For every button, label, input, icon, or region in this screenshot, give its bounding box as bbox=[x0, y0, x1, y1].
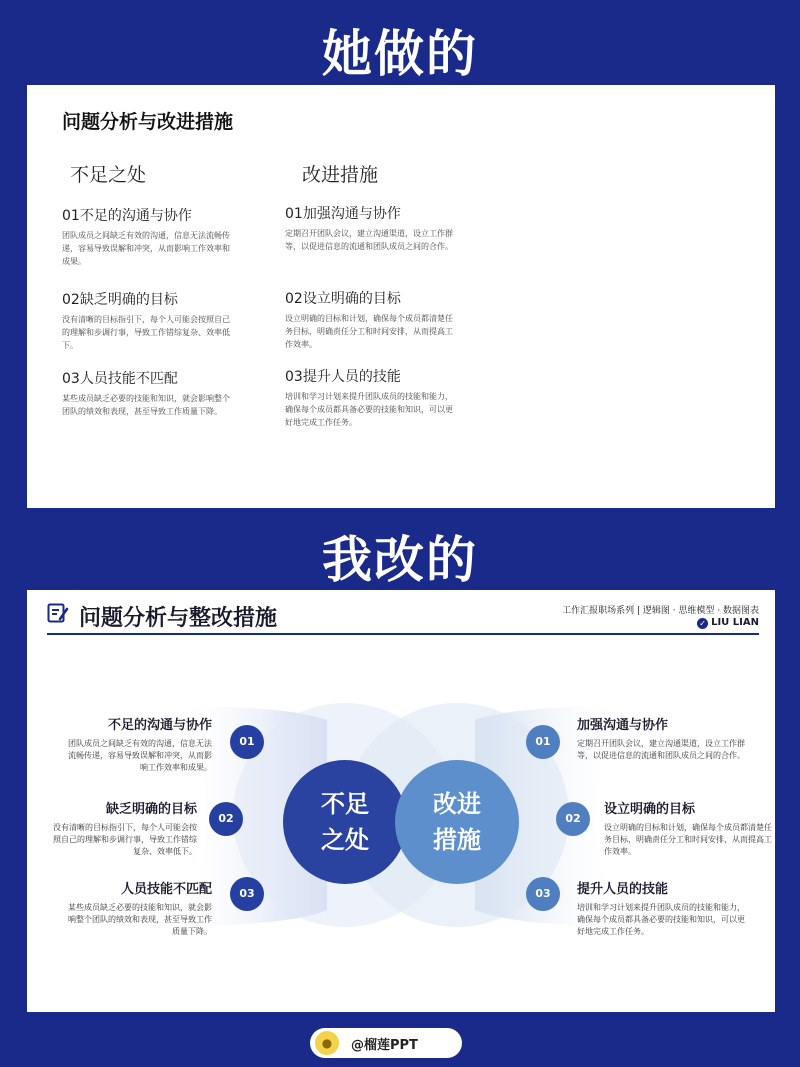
item-title: 不足的沟通与协作 bbox=[107, 718, 212, 733]
slide-title: 问题分析与改进措施 bbox=[62, 111, 234, 133]
author-tag[interactable] bbox=[310, 1028, 462, 1058]
left-item bbox=[62, 368, 237, 418]
number-badge: 03 bbox=[230, 877, 264, 911]
item-desc: 团队成员之间缺乏有效的沟通，信息无法流畅传递，容易导致误解和冲突，从而影响工作效率和成果。 bbox=[68, 739, 212, 772]
item-title: 提升人员的技能 bbox=[577, 882, 669, 897]
item-title: 02缺乏明确的目标 bbox=[62, 292, 178, 308]
center-circle-left bbox=[283, 760, 407, 884]
item-desc: 定期召开团队会议，建立沟通渠道，设立工作群等，以促进信息的流通和团队成员之间的合作。 bbox=[285, 229, 453, 251]
problem-item bbox=[47, 798, 197, 858]
measure-item bbox=[577, 714, 752, 762]
right-item bbox=[285, 203, 460, 253]
number-badge: 01 bbox=[230, 725, 264, 759]
top-heading: 她做的 bbox=[322, 25, 478, 83]
number-badge: 01 bbox=[526, 725, 560, 759]
item-desc: 没有清晰的目标指引下，每个人可能会按照自己的理解和步调行事，导致工作错综复杂、效率低下。 bbox=[62, 315, 230, 350]
item-title: 设立明确的目标 bbox=[604, 802, 696, 817]
header-divider bbox=[47, 633, 759, 635]
left-column-header: 不足之处 bbox=[70, 164, 147, 186]
item-title: 01加强沟通与协作 bbox=[285, 206, 401, 222]
bottom-heading: 我改的 bbox=[322, 531, 478, 589]
brand-label bbox=[697, 617, 759, 629]
measure-item bbox=[604, 798, 775, 858]
revised-slide bbox=[27, 590, 775, 1012]
item-desc: 培训和学习计划来提升团队成员的技能和能力，确保每个成员都具备必要的技能和知识，可以更好地完成工作任务。 bbox=[285, 392, 453, 427]
item-title: 缺乏明确的目标 bbox=[105, 802, 197, 817]
center-right-label: 改进措施 bbox=[433, 790, 481, 854]
check-icon: ✓ bbox=[697, 618, 708, 629]
author-handle: @榴莲PPT bbox=[351, 1037, 418, 1053]
item-desc: 设立明确的目标和计划，确保每个成员都清楚任务目标，明确责任分工和时间安排，从而提高工作效率。 bbox=[285, 314, 453, 349]
item-title: 人员技能不匹配 bbox=[120, 882, 212, 897]
center-left-label: 不足之处 bbox=[321, 790, 369, 854]
measure-item bbox=[577, 878, 752, 938]
right-item bbox=[285, 366, 460, 429]
right-column-header: 改进措施 bbox=[302, 164, 379, 186]
slide-title: 问题分析与整改措施 bbox=[79, 606, 278, 631]
right-item bbox=[285, 288, 460, 351]
series-subtitle: 工作汇报职场系列 | 逻辑图 · 思维模型 · 数据图表 bbox=[562, 606, 759, 616]
original-slide bbox=[27, 85, 775, 508]
item-desc: 培训和学习计划来提升团队成员的技能和能力，确保每个成员都具备必要的技能和知识，可以更好地完成工作任务。 bbox=[577, 903, 745, 936]
number-badge: 02 bbox=[556, 802, 590, 836]
item-desc: 没有清晰的目标指引下，每个人可能会按照自己的理解和步调行事，导致工作错综复杂、效率低下。 bbox=[53, 823, 197, 856]
number-badge: 03 bbox=[526, 877, 560, 911]
item-title: 02设立明确的目标 bbox=[285, 291, 401, 307]
item-title: 01不足的沟通与协作 bbox=[62, 208, 192, 224]
item-desc: 团队成员之间缺乏有效的沟通，信息无法流畅传递，容易导致误解和冲突，从而影响工作效率和成果。 bbox=[62, 231, 230, 266]
item-title: 加强沟通与协作 bbox=[577, 718, 669, 733]
brand-text: LIU LIAN bbox=[711, 617, 759, 628]
item-desc: 某些成员缺乏必要的技能和知识，就会影响整个团队的绩效和表现，甚至导致工作质量下降。 bbox=[68, 903, 212, 936]
edit-document-icon bbox=[47, 602, 69, 624]
problem-item bbox=[62, 714, 212, 774]
item-desc: 设立明确的目标和计划，确保每个成员都清楚任务目标，明确责任分工和时间安排，从而提高工作效率。 bbox=[604, 823, 772, 856]
durian-avatar-icon: ● bbox=[315, 1031, 339, 1055]
item-title: 03人员技能不匹配 bbox=[62, 371, 178, 387]
problem-item bbox=[62, 878, 212, 938]
left-item bbox=[62, 289, 237, 352]
item-title: 03提升人员的技能 bbox=[285, 369, 401, 385]
left-item bbox=[62, 205, 237, 268]
item-desc: 定期召开团队会议，建立沟通渠道，设立工作群等，以促进信息的流通和团队成员之间的合作。 bbox=[577, 739, 745, 760]
number-badge: 02 bbox=[209, 802, 243, 836]
center-circle-right bbox=[395, 760, 519, 884]
item-desc: 某些成员缺乏必要的技能和知识，就会影响整个团队的绩效和表现，甚至导致工作质量下降。 bbox=[62, 394, 230, 416]
